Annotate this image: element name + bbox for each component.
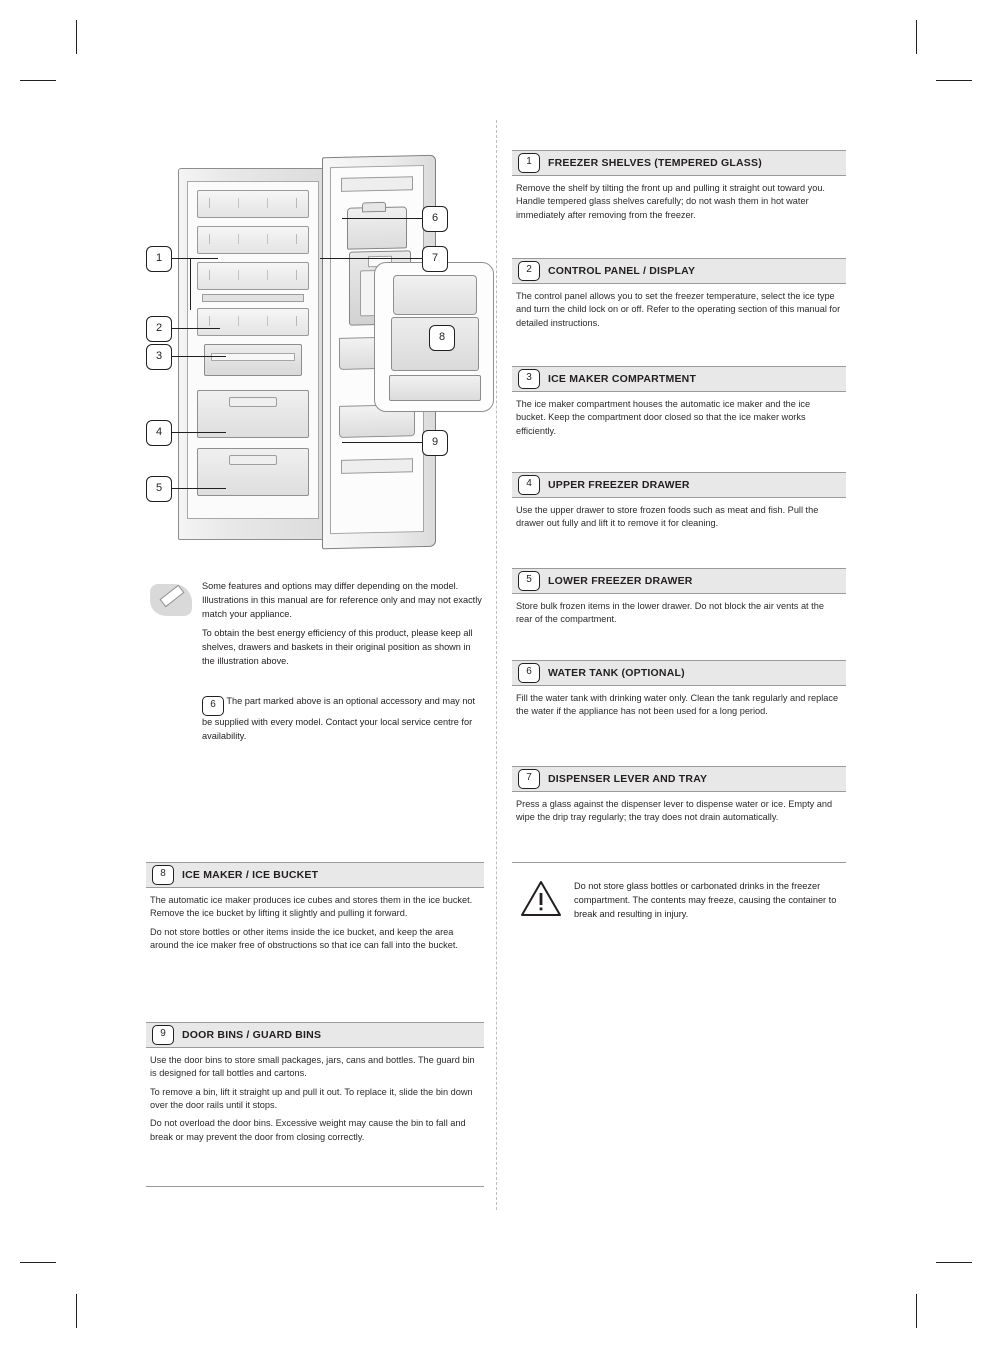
- leader-line-1: [170, 258, 218, 259]
- freezer-shelf-1: [197, 190, 309, 218]
- crop-mark-top-right: [916, 20, 917, 54]
- control-panel-strip: [202, 294, 304, 302]
- freezer-shelf-4: [197, 308, 309, 336]
- section-control-panel: [512, 258, 846, 335]
- section-body: [512, 594, 846, 627]
- section-header: [512, 472, 846, 498]
- leader-line-4: [170, 432, 226, 433]
- callout-5: 5: [146, 476, 172, 502]
- freezer-shelf-2: [197, 226, 309, 254]
- section-number: 3: [518, 369, 540, 389]
- leader-line-5: [170, 488, 226, 489]
- section-paragraph: The automatic ice maker produces ice cubes and stores them in the ice bucket. Remove the ice bucket by lifting it slightly and pulling it forward.: [150, 895, 473, 919]
- crop-mark-bottom-right: [916, 1294, 917, 1328]
- dispenser-detail-callout: [374, 262, 494, 412]
- section-freezer-shelves: [512, 150, 846, 227]
- section-title: DISPENSER LEVER AND TRAY: [548, 773, 708, 785]
- section-title: ICE MAKER COMPARTMENT: [548, 373, 697, 385]
- section-paragraph: Use the upper drawer to store frozen foods such as meat and fish. Pull the drawer out fully and lift it to remove it for cleaning.: [516, 505, 819, 529]
- refrigerator-cabinet: [178, 168, 328, 540]
- section-body: [146, 1048, 484, 1144]
- crop-mark-right-top: [936, 80, 972, 81]
- detail-callout-number: 8: [429, 325, 455, 351]
- note-paragraph-1: Some features and options may differ depending on the model. Illustrations in this manual are for reference only and may not exactly match your appliance.: [202, 581, 482, 619]
- callout-7: 7: [422, 246, 448, 272]
- section-header: [512, 568, 846, 594]
- note-inline-text: The part marked above is an optional accessory and may not be supplied with every model. Contact your local service centre for availability.: [202, 695, 476, 741]
- section-body: [512, 792, 846, 825]
- door-shelf-top: [341, 176, 413, 192]
- section-body: [512, 392, 846, 438]
- refrigerator-interior: [187, 181, 319, 519]
- section-dispenser: [512, 766, 846, 830]
- section-title: FREEZER SHELVES (TEMPERED GLASS): [548, 157, 762, 169]
- leader-line-2: [170, 328, 220, 329]
- section-number: 7: [518, 769, 540, 789]
- section-number: 8: [152, 865, 174, 885]
- freezer-drawer-upper: [197, 390, 309, 438]
- detail-part-upper: [393, 275, 477, 315]
- section-header: [146, 862, 484, 888]
- callout-4: 4: [146, 420, 172, 446]
- section-upper-drawer: [512, 472, 846, 536]
- callout-1: 1: [146, 246, 172, 272]
- section-number: 1: [518, 153, 540, 173]
- section-header: [512, 258, 846, 284]
- section-body: [512, 176, 846, 222]
- crop-mark-left-top: [20, 80, 56, 81]
- freezer-shelf-3: [197, 262, 309, 290]
- section-header: [512, 766, 846, 792]
- section-number: 9: [152, 1025, 174, 1045]
- section-title: WATER TANK (OPTIONAL): [548, 667, 685, 679]
- section-paragraph: The control panel allows you to set the freezer temperature, select the ice type and turn the child lock on or off. Refer to the operating section of this manual for detailed instructions.: [516, 291, 841, 328]
- leader-line-3: [170, 356, 226, 357]
- column-divider: [496, 120, 497, 1210]
- section-body: [512, 498, 846, 531]
- caution-text: Do not store glass bottles or carbonated drinks in the freezer compartment. The contents may freeze, causing the container to break and resulting in injury.: [574, 881, 837, 919]
- section-ice-maker: [146, 862, 484, 957]
- section-lower-drawer: [512, 568, 846, 632]
- section-paragraph: Store bulk frozen items in the lower drawer. Do not block the air vents at the rear of the compartment.: [516, 601, 824, 625]
- section-paragraph: Press a glass against the dispenser lever to dispense water or ice. Empty and wipe the drip tray regularly; the tray does not drain automatically.: [516, 799, 833, 823]
- section-body: [512, 686, 846, 719]
- leader-line-9: [342, 442, 426, 443]
- leader-line-6: [342, 218, 426, 219]
- section-paragraph: To remove a bin, lift it straight up and pull it out. To replace it, slide the bin down over the door rails until it stops.: [150, 1086, 473, 1111]
- left-column-footer-rule: [146, 1186, 484, 1187]
- callout-3: 3: [146, 344, 172, 370]
- section-door-bins: [146, 1022, 484, 1149]
- crop-mark-right-bottom: [936, 1262, 972, 1263]
- section-paragraph: The ice maker compartment houses the automatic ice maker and the ice bucket. Keep the compartment door closed so that the ice maker works efficiently.: [516, 399, 811, 436]
- crop-mark-left-bottom: [20, 1262, 56, 1263]
- ice-maker-unit: [204, 344, 302, 376]
- section-paragraph: Do not overload the door bins. Excessive weight may cause the bin to fall and break or may prevent the door from closing correctly.: [150, 1118, 466, 1142]
- crop-mark-top-left: [76, 20, 77, 54]
- leader-line-7: [320, 258, 426, 259]
- section-header: [512, 660, 846, 686]
- section-paragraph: Fill the water tank with drinking water only. Clean the tank regularly and replace the water if the appliance has not been used for a long period.: [516, 693, 839, 717]
- section-body: [512, 284, 846, 330]
- section-title: DOOR BINS / GUARD BINS: [182, 1029, 322, 1041]
- section-water-tank: [512, 660, 846, 724]
- callout-9: 9: [422, 430, 448, 456]
- section-number: 6: [518, 663, 540, 683]
- warning-triangle-icon: [520, 880, 562, 917]
- section-header: [146, 1022, 484, 1048]
- water-tank: [347, 206, 407, 249]
- section-title: UPPER FREEZER DRAWER: [548, 479, 690, 491]
- note-inline-number: 6: [202, 696, 224, 716]
- note-pencil-icon: [150, 584, 194, 618]
- section-ice-maker-compartment: [512, 366, 846, 443]
- callout-6: 6: [422, 206, 448, 232]
- refrigerator-diagram: [146, 150, 496, 570]
- section-number: 5: [518, 571, 540, 591]
- water-tank-cap: [362, 202, 386, 213]
- crop-mark-bottom-left: [76, 1294, 77, 1328]
- section-header: [512, 150, 846, 176]
- section-paragraph: Remove the shelf by tilting the front up and pulling it straight out toward you. Handle tempered glass shelves carefully; do not wash them in hot water immediately after removing from the freezer.: [516, 183, 825, 220]
- section-header: [512, 366, 846, 392]
- callout-2: 2: [146, 316, 172, 342]
- caution-rule: [512, 862, 846, 863]
- section-title: LOWER FREEZER DRAWER: [548, 575, 693, 587]
- door-shelf-bottom: [341, 458, 413, 474]
- section-number: 2: [518, 261, 540, 281]
- note-paragraph-2: To obtain the best energy efficiency of this product, please keep all shelves, drawers and baskets in their original position as shown in the illustration above.: [202, 628, 473, 666]
- note-text: [202, 580, 484, 749]
- section-paragraph: Use the door bins to store small packages, jars, cans and bottles. The guard bin is designed for tall bottles and cartons.: [150, 1055, 475, 1079]
- section-paragraph: Do not store bottles or other items inside the ice bucket, and keep the area around the ice maker free of obstructions so that ice can fall into the bucket.: [150, 926, 458, 951]
- section-body: [146, 888, 484, 952]
- detail-part-lower: [389, 375, 481, 401]
- section-number: 4: [518, 475, 540, 495]
- section-title: CONTROL PANEL / DISPLAY: [548, 265, 696, 277]
- leader-line-1b: [190, 258, 191, 310]
- section-title: ICE MAKER / ICE BUCKET: [182, 869, 319, 881]
